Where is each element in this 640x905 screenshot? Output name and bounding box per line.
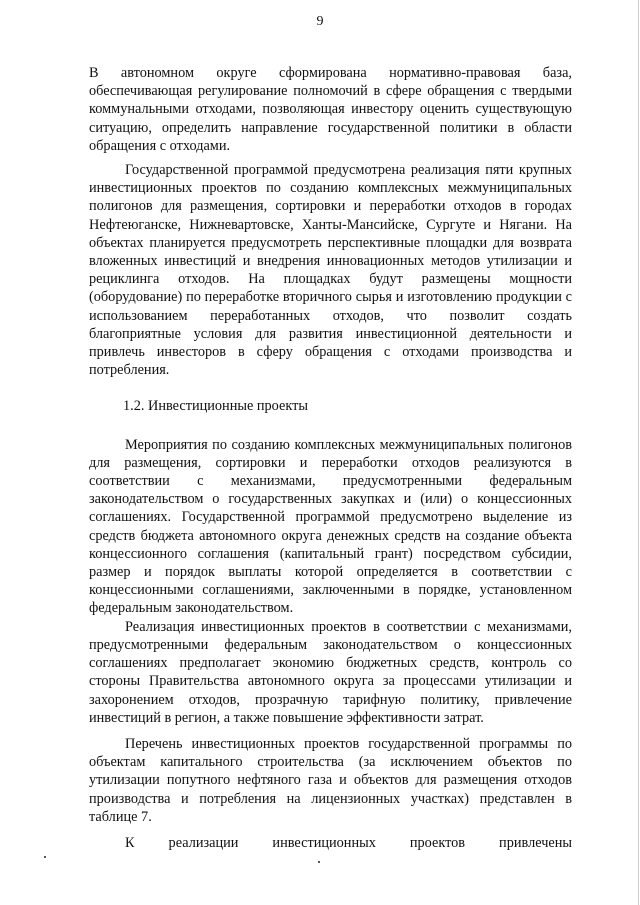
paragraph-implementation: Реализация инвестиционных проектов в соответствии с механизмами, предусмотренными федеральным законодательством о концессионных соглашениях предполагает экономию бюджетных средств, контроль со стороны Правительства автономного округа за процессами утилизации и захоронением отходов, прозрачную тарифную политику, привлечение инвестиций в регион, а также повышение эффективности затрат.: [89, 618, 572, 726]
paragraph-program-projects: Государственной программой предусмотрена реализация пяти крупных инвестиционных проектов по созданию комплексных межмуниципальных полигонов для размещения, сортировки и переработки отходов в городах Нефтеюганске, Нижневартовске, Ханты-Мансийске, Сургуте и Нягани. На объектах планируется предусмотреть перспективные площадки для возврата вложенных инвестиций и внедрения инновационных методов утилизации и рециклинга отходов. На площадках будут размещены мощности (оборудование) по переработке вторичного сырья и изготовлению продукции с использованием переработанных отходов, что позволит создать благоприятные условия для развития инвестиционной деятельности и привлечь инвесторов в сферу обращения с отходами производства и потребления.: [89, 162, 572, 379]
page-number: 9: [316, 14, 324, 29]
scan-dot: [318, 861, 320, 863]
paragraph-measures: Мероприятия по созданию комплексных межмуниципальных полигонов для размещения, сортировки и переработки отходов реализуются в соответствии с механизмами, предусмотренными федеральным законодательством о государственных закупках и (или) о концессионных соглашениях. Государственной программой предусмотрено выделение из средств бюджета автономного округа денежных средств на создание объекта концессионного соглашения (капитальный грант) посредством субсидии, размер и порядок выплаты которой определяется в соответствии с концессионными соглашениями, заключенными в порядке, установленном федеральным законодательством.: [89, 436, 572, 617]
paragraph-project-list: Перечень инвестиционных проектов государственной программы по объектам капитального строительства (за исключением объектов по утилизации попутного нефтяного газа и объектов для размещения отходов производства и потребления на лицензионных участках) представлен в таблице 7.: [89, 735, 572, 825]
document-body: [89, 64, 572, 852]
scan-edge-line: [638, 0, 639, 905]
scan-dot: [44, 856, 46, 858]
section-heading: 1.2. Инвестиционные проекты: [123, 398, 308, 415]
paragraph-regulatory-base: В автономном округе сформирована нормативно-правовая база, обеспечивающая регулирование полномочий в сфере обращения с твердыми коммунальными отходами, позволяющая инвестору оценить существующую ситуацию, определить направление государственной политики в области обращения с отходами.: [89, 65, 572, 154]
paragraph-continuation: К реализации инвестиционных проектов привлечены: [125, 834, 572, 851]
